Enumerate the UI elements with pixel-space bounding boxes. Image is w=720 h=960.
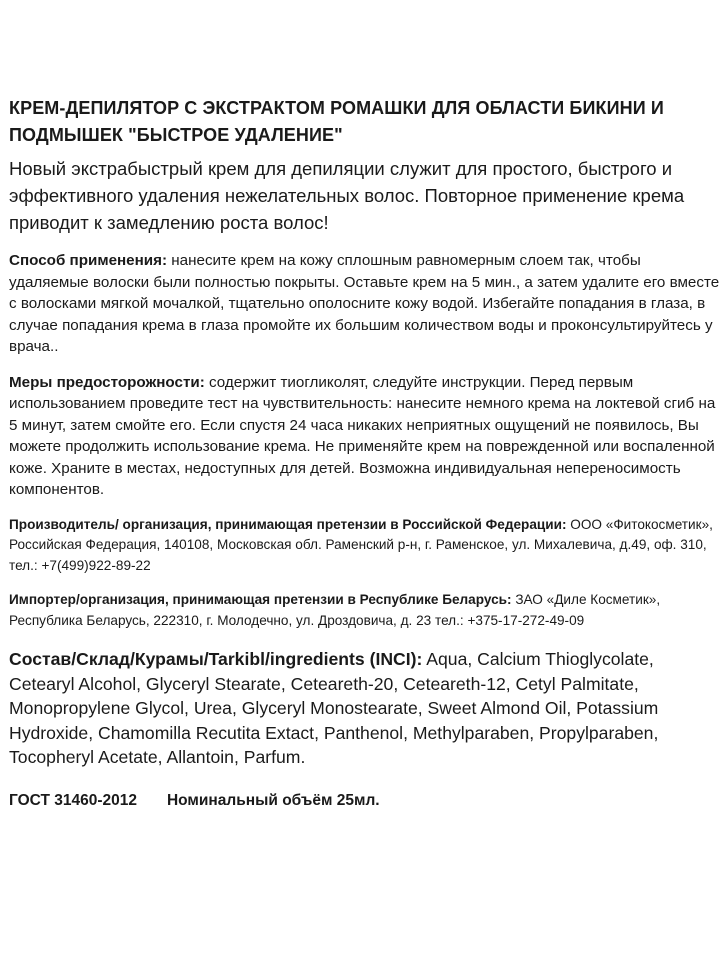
product-label xyxy=(9,95,720,812)
importer-label: Импортер/организация, принимающая претензии в Республике Беларусь: xyxy=(9,592,512,607)
usage-text: нанесите крем на кожу сплошным равномерным слоем так, чтобы удаляемые волоски были полностью покрыты. Оставьте крем на 5 мин., а затем удалите его вместе с волосками мягкой мочалкой, тщательно ополосните кожу водой. Избегайте попадания в глаза, в случае попадания крема в глаза промойте их большим количеством воды и проконсультируйтесь у врача.. xyxy=(9,252,720,355)
importer-section xyxy=(9,590,720,631)
nominal-volume: Номинальный объём 25мл. xyxy=(166,791,380,809)
importer-text: ЗАО «Диле Косметик», Республика Беларусь, 222310, г. Молодечно, ул. Дроздовича, д. 23 тел.: +375-17-272-49-09 xyxy=(9,592,661,628)
manufacturer-label: Производитель/ организация, принимающая претензии в Российской Федерации: xyxy=(9,516,567,532)
ingredients-label: Состав/Склад/Курамы/Tarkibl/ingredients (INCI): xyxy=(9,649,423,669)
precautions-label: Меры предосторожности: xyxy=(9,373,205,391)
product-title: КРЕМ-ДЕПИЛЯТОР С ЭКСТРАКТОМ РОМАШКИ ДЛЯ ОБЛАСТИ БИКИНИ И ПОДМЫШЕК "БЫСТРОЕ УДАЛЕНИЕ" xyxy=(9,98,664,145)
precautions-text: содержит тиогликолят, следуйте инструкции. Перед первым использованием проведите тест на чувствительность: нанесите немного крема на локтевой сгиб на 5 минут, затем смойте его. Если спустя 24 часа никаких неприятных ощущений не появилось, Вы можете продолжить использование крема. Не применяйте крем на поврежденной или воспаленной коже. Храните в местах, недоступных для детей. Возможна индивидуальная непереносимость компонентов. xyxy=(9,373,716,498)
intro-paragraph: Новый экстрабыстрый крем для депиляции служит для простого, быстрого и эффективного удаления нежелательных волос. Повторное применение крема приводит к замедлению роста волос! xyxy=(9,158,685,233)
footer-line xyxy=(9,790,720,812)
standard-code: ГОСТ 31460-2012 xyxy=(9,791,137,809)
precautions-section xyxy=(9,372,720,501)
manufacturer-text: ООО «Фитокосметик», Российская Федерация, 140108, Московская обл. Раменский р-н, г. Раменское, ул. Михалевича, д.49, оф. 310, тел.: +7(499)922-89-22 xyxy=(9,516,713,573)
manufacturer-section xyxy=(9,515,720,577)
ingredients-text: Aqua, Calcium Thioglycolate, Cetearyl Alcohol, Glyceryl Stearate, Ceteareth-20, Ceteareth-12, Cetyl Palmitate, Monopropylene Glycol, Urea, Glyceryl Monostearate, Sweet Almond Oil, Potassium Hydroxide, Chamomilla Recutita Extact, Panthenol, Methylparaben, Propylparaben, Tocopheryl Acetate, Allantoin, Parfum. xyxy=(9,649,659,767)
usage-label: Способ применения: xyxy=(9,252,168,269)
usage-section xyxy=(9,250,720,358)
ingredients-section xyxy=(9,647,720,770)
